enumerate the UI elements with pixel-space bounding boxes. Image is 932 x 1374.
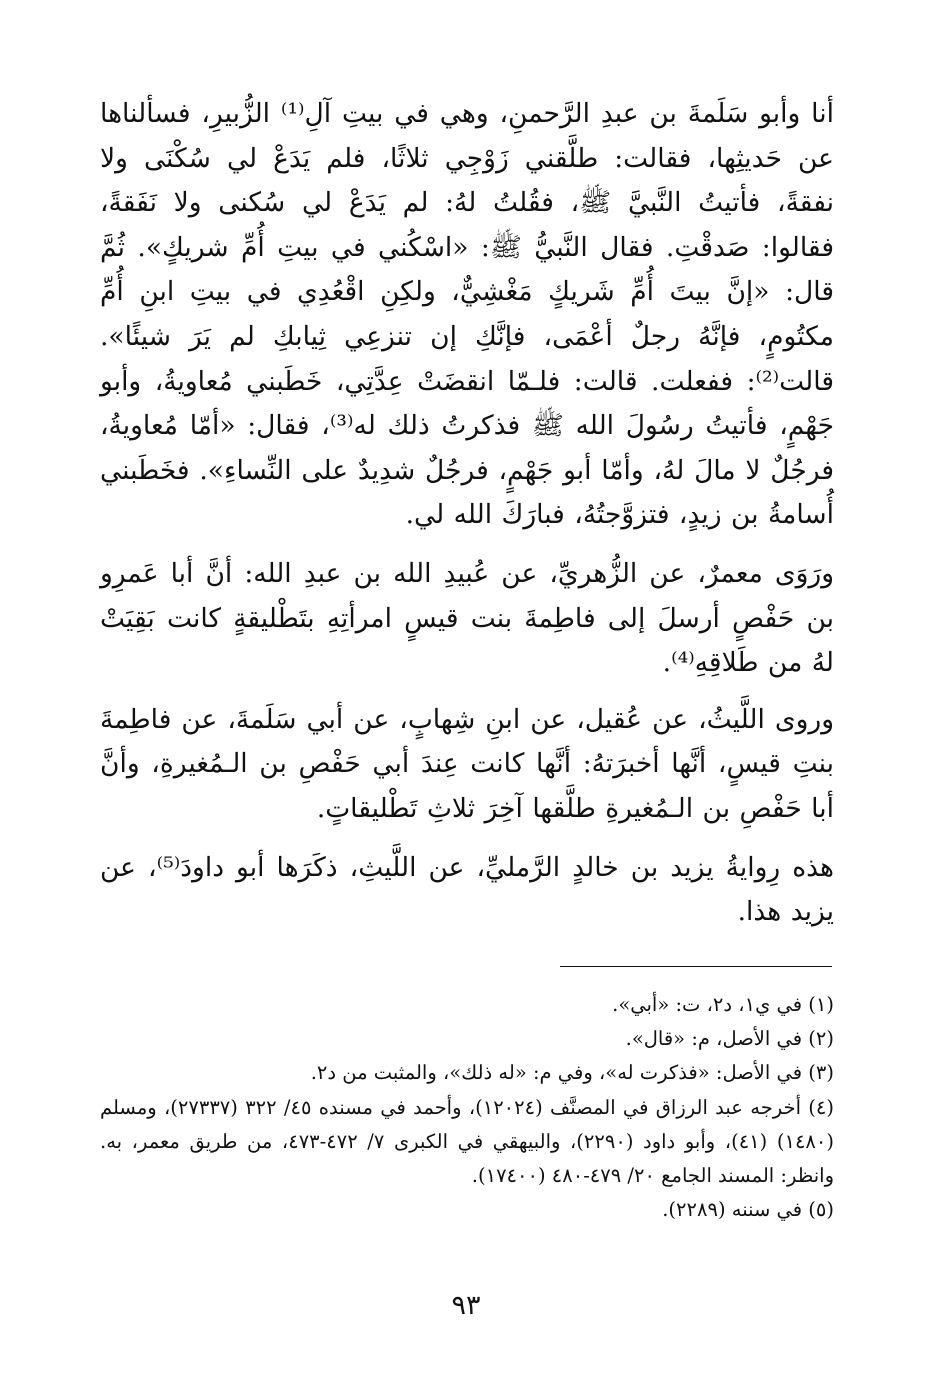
paragraph: هذه رِوايةُ يزيد بن خالدٍ الرَّمليِّ، عن اللَّيثِ، ذكَرَها أبو داودَ⁽⁵⁾، عن يزيد هذا. xyxy=(100,851,834,928)
page-number: ٩٣ xyxy=(451,1290,481,1321)
main-text xyxy=(100,92,834,935)
footnotes xyxy=(100,988,834,1227)
paragraph: أنا وأبو سَلَمةَ بن عبدِ الرَّحمنِ، وهي في بيتِ آلِ⁽¹⁾ الزُّبيرِ، فسألناها عن حَديثِها، فقالت: طلَّقني زَوْجِي ثلاثًا، فلم يَدَعْ لي سُكْنَى ولا نفقةً، فأتيتُ النَّبيَّ ﷺ، فقُلتُ لهُ: لم يَدَعْ لي سُكنى ولا نَفَقةً، فقالوا: صَدقْتِ. فقال النَّبيُّ ﷺ: «اسْكُني في بيتِ أُمِّ شريكٍ». ثُمَّ قال: «إنَّ بيتَ أُمِّ شَريكٍ مَغْشِيٌّ، ولكِنِ اقْعُدِي في بيتِ ابنِ أُمِّ مكتُومٍ، فإنَّهُ رجلٌ أعْمَى، فإنَّكِ إن تنزعِي ثِيابكِ لم يَرَ شيئًا». قالت⁽²⁾: ففعلت. قالت: فلـمّا انقضَتْ عِدَّتِي، خَطَبني مُعاويةُ، وأبو جَهْمٍ، فأتيتُ رسُولَ الله ﷺ فذكرتُ ذلك له⁽³⁾، فقال: «أمّا مُعاويةُ، فرجُلٌ لا مالَ لهُ، وأمّا أبو جَهْمٍ، فرجُلٌ شدِيدٌ على النِّساءِ». فخَطَبني أُسامةُ بن زيدٍ، فتزوَّجتُهُ، فبارَكَ الله لي. xyxy=(100,98,834,531)
footnote: (٢) في الأصل، م: «قال». xyxy=(625,1027,834,1051)
footnote: (٤) أخرجه عبد الرزاق في المصنَّف (١٢٠٢٤)، وأحمد في مسنده ٤٥/ ٣٢٢ (٢٧٣٣٧)، ومسلم (١٤٨٠) (٤١)، وأبو داود (٢٢٩٠)، والبيهقي في الكبرى ٧/ ٤٧٢-٤٧٣، من طريق معمر، به. وانظر: المسند الجامع ٢٠/ ٤٧٩-٤٨٠ (١٧٤٠٠). xyxy=(100,1095,834,1188)
footnote: (١) في ي١، د٢، ت: «أبي». xyxy=(612,993,834,1016)
paragraph: ورَوَى معمرٌ، عن الزُّهريِّ، عن عُبيدِ الله بن عبدِ الله: أنَّ أبا عَمرِو بن حَفْصٍ أرسلَ إلى فاطِمةَ بنت قيسٍ امرأتِهِ بتَطْليقةٍ كانت بَقِيَتْ لهُ من طَلاقِهِ⁽⁴⁾. xyxy=(100,557,834,679)
footnote: (٥) في سننه (٢٢٨٩). xyxy=(662,1198,834,1222)
footnote-divider xyxy=(560,966,832,967)
paragraph: وروى اللَّيثُ، عن عُقيل، عن ابنِ شِهابٍ، عن أبي سَلَمةَ، عن فاطِمةَ بنتِ قيسٍ، أنَّها أخبرَتهُ: أنَّها كانت عِندَ أبي حَفْصِ بن الـمُغيرةِ، وأنَّ أبا حَفْصِ بن الـمُغيرةِ طلَّقها آخِرَ ثلاثِ تَطْليقاتٍ. xyxy=(100,703,834,824)
footnote: (٣) في الأصل: «فذكرت له»، وفي م: «له ذلك»، والمثبت من د٢. xyxy=(310,1061,834,1085)
